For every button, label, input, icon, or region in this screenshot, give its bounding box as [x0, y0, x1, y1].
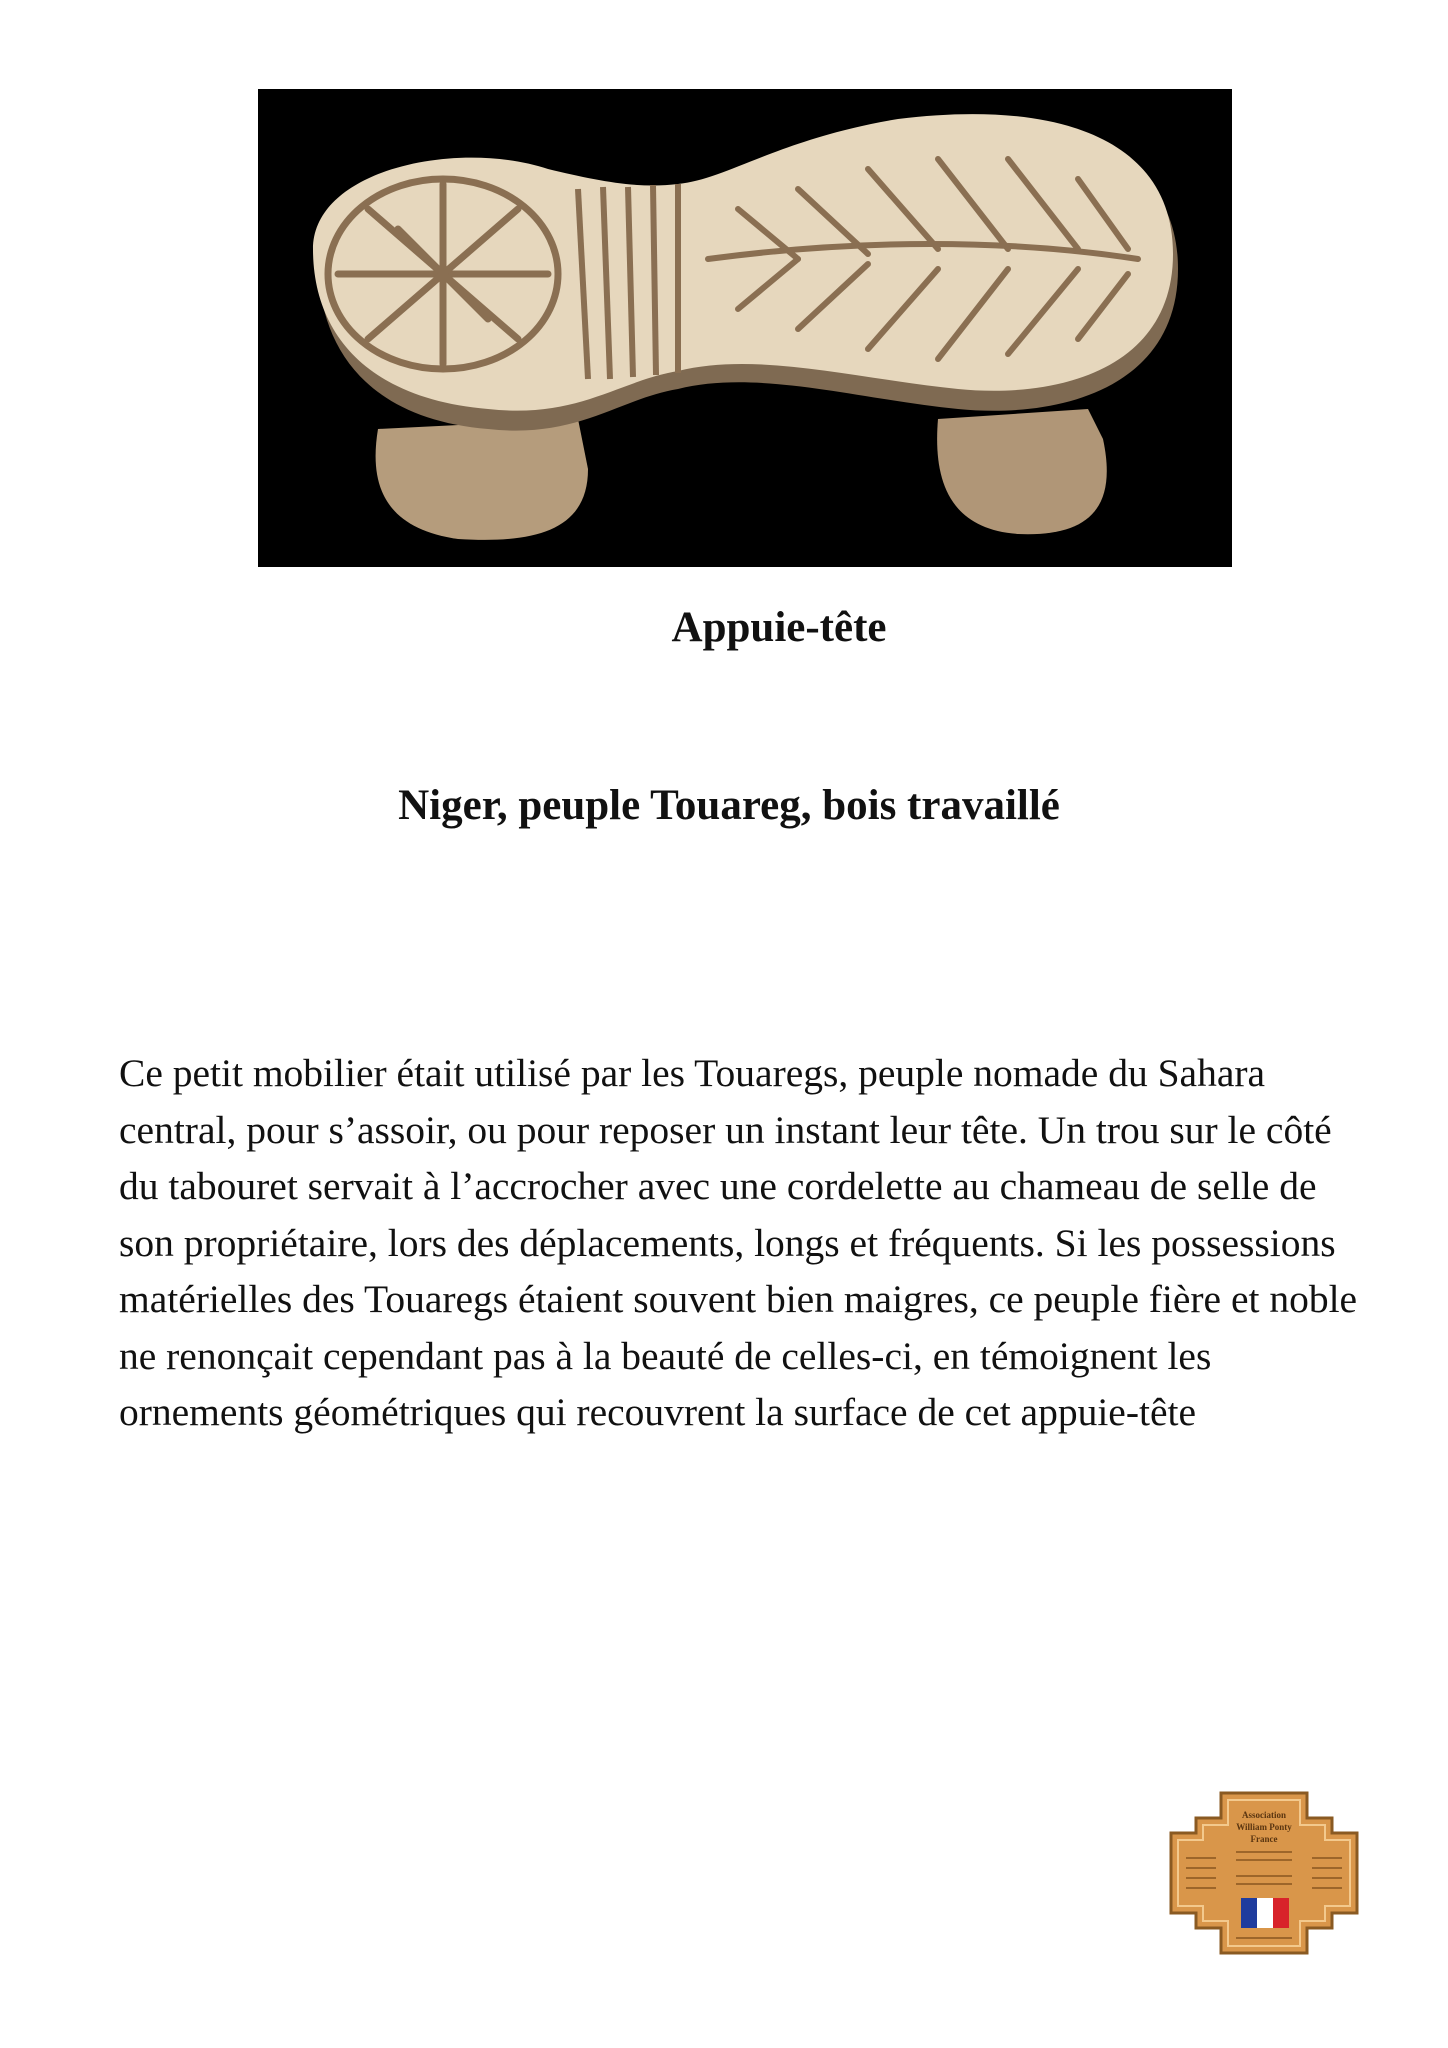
headrest-photo	[258, 89, 1232, 567]
association-seal-icon	[1166, 1788, 1362, 1958]
svg-text:William Ponty: William Ponty	[1236, 1822, 1292, 1832]
description-paragraph: Ce petit mobilier était utilisé par les Touaregs, peuple nomade du Sahara central, pour s’assoir, ou pour reposer un instant leur tête. Un trou sur le côté du tabouret servait à l’accrocher avec une cordelette au chameau de selle de son propriétaire, lors des déplacements, longs et fréquents. Si les possessions matérielles des Touaregs étaient souvent bien maigres, ce peuple fière et noble ne renonçait cependant pas à la beauté de celles-ci, en témoignent les ornements géométriques qui recouvrent la surface de cet appuie-tête	[119, 1051, 1358, 1434]
svg-text:France: France	[1250, 1834, 1278, 1844]
association-seal	[1166, 1788, 1362, 1958]
page-title: Appuie-tête	[671, 604, 887, 651]
headrest-photo-icon	[258, 89, 1232, 567]
page-subtitle: Niger, peuple Touareg, bois travaillé	[398, 782, 1060, 829]
svg-text:Association: Association	[1241, 1810, 1287, 1820]
